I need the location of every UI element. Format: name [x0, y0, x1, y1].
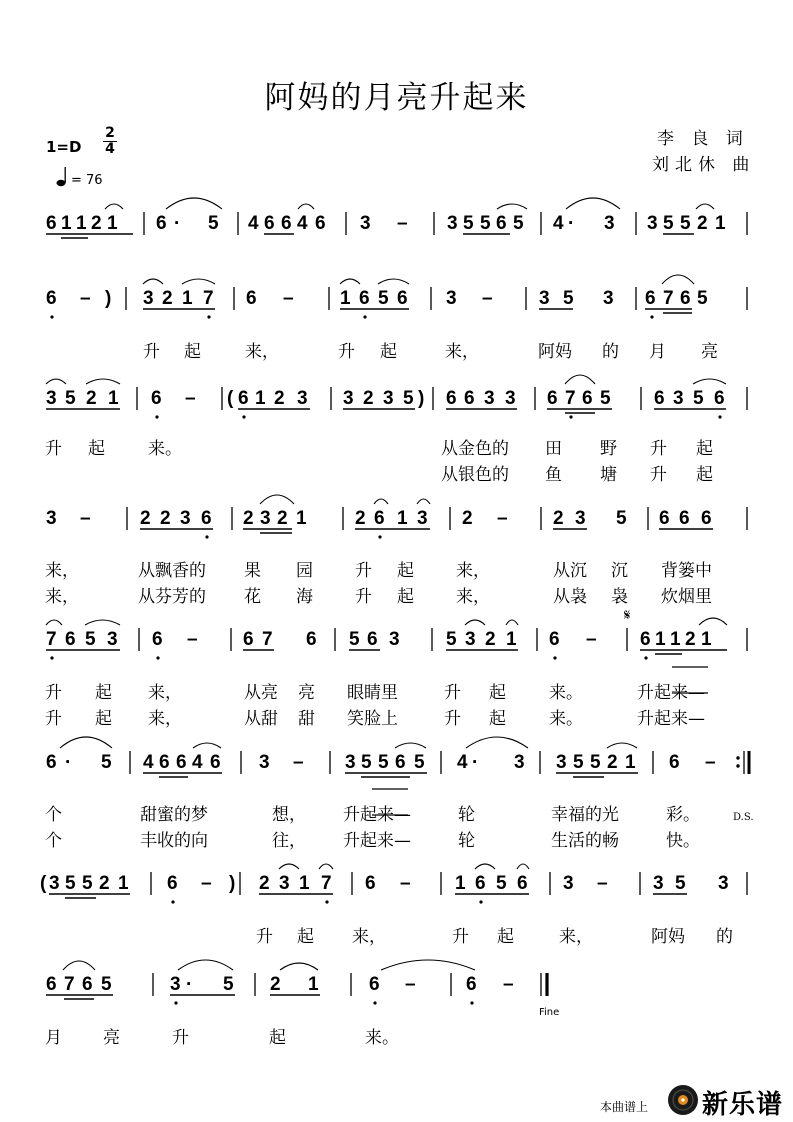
slur-arc: [298, 204, 314, 209]
slur-arc: [417, 499, 430, 504]
note: 2: [140, 508, 151, 529]
note: 5: [480, 213, 491, 234]
low-octave-dot: [50, 656, 53, 659]
note: ): [229, 873, 236, 894]
note: 6: [365, 873, 376, 894]
note: 7: [46, 629, 57, 650]
note: 3: [46, 508, 57, 529]
note: 4: [457, 752, 468, 773]
note: 6: [46, 288, 57, 309]
note: 6: [46, 974, 57, 995]
note: 6: [156, 213, 167, 234]
note: 1: [397, 508, 408, 529]
note: 6: [640, 629, 651, 650]
note: 6: [701, 508, 712, 529]
note: 6: [517, 873, 528, 894]
note: 1: [340, 288, 351, 309]
lyrics-row-3b: 从银色的 鱼 塘 升 起: [441, 465, 713, 485]
note: 2: [259, 873, 270, 894]
slur-arc: [46, 620, 62, 625]
note: 6: [246, 288, 257, 309]
note: 6: [82, 974, 93, 995]
lyrics-row-5b: 升 起 来， 从甜 甜 笑脸上 升 起 来。 升起来—: [45, 709, 705, 729]
note: 4: [297, 213, 308, 234]
note: ): [418, 388, 425, 409]
note: 3: [465, 629, 476, 650]
note: –: [201, 873, 212, 894]
note: 1: [670, 629, 681, 650]
note: 3: [389, 629, 400, 650]
note: 7: [262, 629, 273, 650]
slur-arc: [395, 743, 426, 748]
low-octave-dot: [155, 415, 158, 418]
note: 3: [259, 752, 270, 773]
note: 2: [485, 629, 496, 650]
note: 5: [563, 288, 574, 309]
note: 5: [590, 752, 601, 773]
lyrics-row-6b: 个 丰收的向 往， 升起来— 轮 生活的畅 快。: [45, 831, 700, 851]
note: 3: [180, 508, 191, 529]
slur-arc: [60, 737, 112, 748]
note: 2: [607, 752, 618, 773]
low-octave-dot: [718, 415, 721, 418]
note: 3: [647, 213, 658, 234]
note: 1: [701, 629, 712, 650]
note: 7: [203, 288, 214, 309]
note: 5: [463, 213, 474, 234]
note: 1: [255, 388, 266, 409]
slur-arc: [63, 961, 95, 970]
note: 5: [573, 752, 584, 773]
note: –: [187, 629, 198, 650]
slur-arc: [565, 375, 595, 384]
note: 5: [349, 629, 360, 650]
composer-credit: 刘北休 曲: [652, 155, 756, 175]
slur-arc: [105, 204, 123, 209]
note: 3: [447, 213, 458, 234]
note: 6: [65, 629, 76, 650]
note: –: [400, 873, 411, 894]
note: 3: [446, 288, 457, 309]
note: 5: [82, 873, 93, 894]
note: 6: [151, 388, 162, 409]
slur-arc: [517, 864, 529, 869]
note: 6: [466, 974, 477, 995]
brand-logo-text: 新乐谱: [702, 1090, 784, 1120]
note: 3: [484, 388, 495, 409]
slur-arc: [143, 279, 163, 284]
note: 7: [321, 873, 332, 894]
lyrics-row-6a: 个 甜蜜的梦 想， 升起来— 轮 幸福的光 彩。: [45, 805, 700, 825]
note: 5: [693, 388, 704, 409]
note: 1: [182, 288, 193, 309]
repeat-dot: [736, 756, 739, 759]
note: ·: [174, 213, 181, 234]
note: 6: [46, 213, 57, 234]
note: 1: [108, 388, 119, 409]
lyrics-row-2: 升 起 来， 升 起 来， 阿妈 的 月 亮: [143, 342, 718, 362]
note: 2: [355, 508, 366, 529]
dal-segno-mark: D.S.: [733, 812, 754, 823]
slur-arc: [46, 379, 66, 384]
vinyl-record-icon: [666, 1083, 700, 1117]
note: 6: [714, 388, 725, 409]
slur-arc: [260, 495, 294, 504]
note: 1: [296, 508, 307, 529]
note: 6: [549, 629, 560, 650]
note: 1: [107, 213, 118, 234]
note: 6: [464, 388, 475, 409]
note: (: [40, 873, 47, 894]
note: ·: [65, 752, 72, 773]
slur-arc: [166, 198, 222, 209]
note: 4: [248, 213, 259, 234]
note: 1: [715, 213, 726, 234]
note: 6: [264, 213, 275, 234]
note: 2: [363, 388, 374, 409]
note: 5: [496, 873, 507, 894]
note: 7: [565, 388, 576, 409]
low-octave-dot: [242, 415, 245, 418]
note: 5: [616, 508, 627, 529]
note: 2: [277, 508, 288, 529]
low-octave-dot: [479, 900, 482, 903]
note: 6: [176, 752, 187, 773]
note: 2: [685, 629, 696, 650]
note: 5: [403, 388, 414, 409]
note: 3: [143, 288, 154, 309]
lyrics-row-3a: 升 起 来。 从金色的 田 野 升 起: [45, 439, 713, 459]
note: ·: [472, 752, 479, 773]
note: –: [705, 752, 716, 773]
note: 3: [260, 508, 271, 529]
note: 2: [270, 974, 281, 995]
lyrics-row-4a: 来， 从飘香的 果 园 升 起 来， 从沉 沉 背篓中: [45, 561, 712, 581]
note: 3: [575, 508, 586, 529]
note: –: [597, 873, 608, 894]
key-signature: 1=D: [46, 138, 82, 156]
note: 1: [625, 752, 636, 773]
note: 2: [162, 288, 173, 309]
note: 5: [378, 288, 389, 309]
note: 6: [201, 508, 212, 529]
slur-arc: [85, 620, 120, 625]
slur-arc: [86, 379, 120, 384]
note: 6: [367, 629, 378, 650]
note: 1: [118, 873, 129, 894]
note: 6: [374, 508, 385, 529]
note: 1: [76, 213, 87, 234]
source-caption: 本曲谱上: [600, 1100, 649, 1114]
note: 6: [315, 213, 326, 234]
note: 3: [383, 388, 394, 409]
low-octave-dot: [470, 1001, 473, 1004]
low-octave-dot: [50, 315, 53, 318]
slur-arc: [699, 618, 727, 625]
note: 6: [669, 752, 680, 773]
note: 6: [446, 388, 457, 409]
note: 4: [553, 213, 564, 234]
note: 2: [553, 508, 564, 529]
note: 4: [143, 752, 154, 773]
note: 3: [718, 873, 729, 894]
slur-arc: [193, 743, 221, 748]
note: 6: [281, 213, 292, 234]
note: 6: [496, 213, 507, 234]
note: –: [497, 508, 508, 529]
note: 5: [675, 873, 686, 894]
note: 3: [345, 752, 356, 773]
note: 5: [600, 388, 611, 409]
note: 2: [160, 508, 171, 529]
low-octave-dot: [207, 315, 210, 318]
note: –: [503, 974, 514, 995]
note: 6: [395, 752, 406, 773]
note: 1: [299, 873, 310, 894]
note: –: [80, 288, 91, 309]
note: 3: [107, 629, 118, 650]
note: ·: [186, 974, 193, 995]
note: 3: [556, 752, 567, 773]
note: 7: [663, 288, 674, 309]
note: 3: [653, 873, 664, 894]
note: 1: [308, 974, 319, 995]
note: 3: [417, 508, 428, 529]
low-octave-dot: [553, 656, 556, 659]
low-octave-dot: [205, 535, 208, 538]
slur-arc: [607, 743, 637, 748]
note: 5: [85, 629, 96, 650]
note: 3: [360, 213, 371, 234]
low-octave-dot: [650, 315, 653, 318]
segno-sign: 𝄋: [624, 606, 631, 624]
low-octave-dot: [174, 1001, 177, 1004]
note: 1: [506, 629, 517, 650]
slur-arc: [566, 198, 620, 209]
song-title: 阿妈的月亮升起来: [264, 80, 529, 116]
note: 3: [343, 388, 354, 409]
note: 2: [99, 873, 110, 894]
note: 6: [645, 288, 656, 309]
lyrics-row-8: 月 亮 升 起 来。: [45, 1028, 399, 1048]
lyrics-row-7: 升 起 来， 升 起 来， 阿妈 的: [256, 927, 733, 947]
note: 3: [297, 388, 308, 409]
tempo-marking: = 76: [71, 173, 103, 188]
note: 3: [673, 388, 684, 409]
note: 1: [655, 629, 666, 650]
lyrics-row-4b: 来， 从芬芳的 花 海 升 起 来， 从袅 袅 炊烟里: [45, 587, 712, 607]
note: 2: [243, 508, 254, 529]
note: 6: [159, 752, 170, 773]
note: 3: [279, 873, 290, 894]
note: 5: [101, 974, 112, 995]
note: 5: [361, 752, 372, 773]
lyrics-row-5a: 升 起 来， 从亮 亮 眼睛里 升 起 来。 升起来—: [45, 683, 705, 703]
slur-arc: [279, 864, 299, 869]
note: 6: [359, 288, 370, 309]
note: –: [405, 974, 416, 995]
note: 6: [306, 629, 317, 650]
note: –: [293, 752, 304, 773]
note: –: [482, 288, 493, 309]
note: 5: [680, 213, 691, 234]
slur-arc: [465, 620, 485, 625]
low-octave-dot: [325, 900, 328, 903]
note: 6: [46, 752, 57, 773]
note: –: [80, 508, 91, 529]
note: 5: [663, 213, 674, 234]
slur-arc: [374, 499, 388, 504]
low-octave-dot: [644, 656, 647, 659]
note: 5: [414, 752, 425, 773]
note: 2: [697, 213, 708, 234]
note: 3: [46, 388, 57, 409]
low-octave-dot: [156, 656, 159, 659]
note: 2: [91, 213, 102, 234]
fine-mark: Fine: [539, 1007, 560, 1018]
note: –: [185, 388, 196, 409]
note: –: [397, 213, 408, 234]
slur-arc: [178, 960, 233, 970]
note: 6: [679, 508, 690, 529]
note: 3: [563, 873, 574, 894]
note: 6: [243, 629, 254, 650]
note: ): [105, 288, 112, 309]
note: 5: [101, 752, 112, 773]
low-octave-dot: [373, 1001, 376, 1004]
low-octave-dot: [363, 315, 366, 318]
slur-arc: [662, 275, 694, 284]
note: 3: [49, 873, 60, 894]
note: 5: [513, 213, 524, 234]
slur-arc: [340, 279, 360, 284]
slur-arc: [696, 204, 714, 209]
note: 5: [65, 388, 76, 409]
low-octave-dot: [171, 900, 174, 903]
note: 6: [659, 508, 670, 529]
note: 5: [446, 629, 457, 650]
slur-arc: [466, 737, 528, 748]
slur-arc: [381, 960, 475, 970]
note: 3: [539, 288, 550, 309]
note: 3: [170, 974, 181, 995]
note: (: [227, 388, 234, 409]
note: 1: [61, 213, 72, 234]
slur-arc: [280, 963, 318, 970]
low-octave-dot: [378, 535, 381, 538]
note: 6: [654, 388, 665, 409]
note: 5: [697, 288, 708, 309]
note: 5: [208, 213, 219, 234]
note: 3: [505, 388, 516, 409]
note: 5: [65, 873, 76, 894]
note: 2: [462, 508, 473, 529]
note: 2: [274, 388, 285, 409]
note: 6: [238, 388, 249, 409]
low-octave-dot: [569, 415, 572, 418]
slur-arc: [378, 279, 409, 284]
note: 1: [455, 873, 466, 894]
note: 6: [680, 288, 691, 309]
note: 3: [514, 752, 525, 773]
slur-arc: [506, 620, 518, 625]
slur-arc: [319, 864, 333, 869]
note: 6: [210, 752, 221, 773]
slur-arc: [475, 864, 495, 869]
note: 6: [582, 388, 593, 409]
time-signature: 2 4: [103, 126, 117, 157]
note: 4: [192, 752, 203, 773]
slur-arc: [182, 279, 215, 284]
note: –: [586, 629, 597, 650]
lyricist-credit: 李 良 词: [657, 129, 749, 149]
note: 5: [378, 752, 389, 773]
slur-arc: [497, 204, 527, 209]
note: 6: [547, 388, 558, 409]
note: 6: [369, 974, 380, 995]
note: 6: [475, 873, 486, 894]
note: 5: [223, 974, 234, 995]
note: 3: [604, 213, 615, 234]
note: ·: [568, 213, 575, 234]
note: 7: [64, 974, 75, 995]
note: 6: [152, 629, 163, 650]
note: 6: [167, 873, 178, 894]
note: 3: [603, 288, 614, 309]
note: 2: [86, 388, 97, 409]
note: –: [283, 288, 294, 309]
slur-arc: [693, 379, 726, 384]
repeat-dot: [736, 764, 739, 767]
note: 6: [397, 288, 408, 309]
